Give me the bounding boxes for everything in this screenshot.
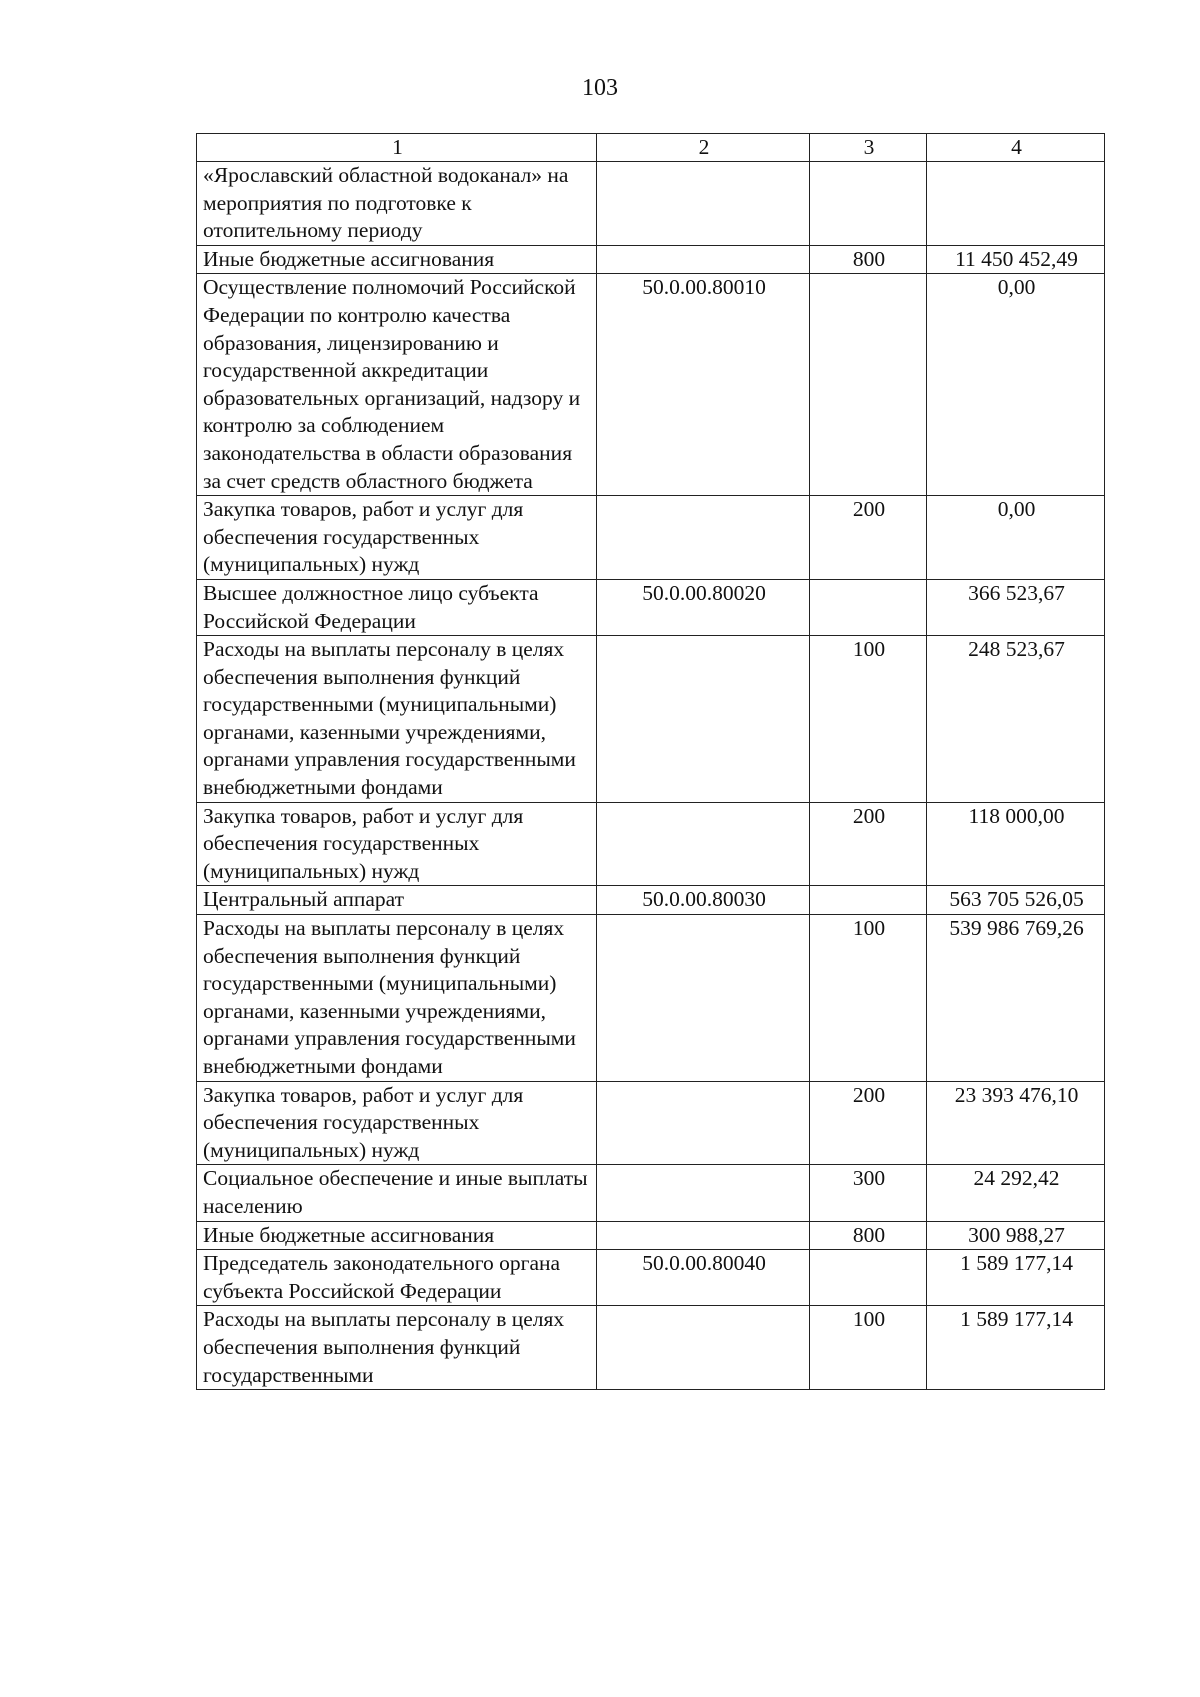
cell-name: Иные бюджетные ассигнования	[197, 1221, 597, 1250]
cell-code: 50.0.00.80040	[597, 1250, 810, 1306]
table-row	[197, 1081, 1105, 1165]
cell-type: 800	[810, 1221, 927, 1250]
cell-code	[597, 1306, 810, 1390]
table-row	[197, 245, 1105, 274]
cell-type: 200	[810, 1081, 927, 1165]
cell-code	[597, 1165, 810, 1221]
cell-name: Высшее должностное лицо субъекта Российской Федерации	[197, 579, 597, 635]
cell-amount: 248 523,67	[927, 636, 1105, 803]
budget-table	[196, 133, 1105, 1390]
cell-type	[810, 162, 927, 246]
cell-type: 200	[810, 802, 927, 886]
cell-name: Председатель законодательного органа субъекта Российской Федерации	[197, 1250, 597, 1306]
table-row	[197, 802, 1105, 886]
column-header-1: 1	[197, 134, 597, 162]
table-row	[197, 915, 1105, 1082]
cell-code: 50.0.00.80030	[597, 886, 810, 915]
table-body	[197, 162, 1105, 1390]
table-row	[197, 496, 1105, 580]
cell-amount: 539 986 769,26	[927, 915, 1105, 1082]
table-row	[197, 274, 1105, 496]
cell-name: Иные бюджетные ассигнования	[197, 245, 597, 274]
cell-code: 50.0.00.80010	[597, 274, 810, 496]
cell-code	[597, 245, 810, 274]
cell-name: Расходы на выплаты персоналу в целях обеспечения выполнения функций государственными	[197, 1306, 597, 1390]
cell-name: Расходы на выплаты персоналу в целях обеспечения выполнения функций государственными (муниципальными) органами, казенными учреждениями, органами управления государственными внебюджетными фондами	[197, 915, 597, 1082]
table-row	[197, 1221, 1105, 1250]
table-row	[197, 886, 1105, 915]
cell-type: 100	[810, 636, 927, 803]
cell-amount: 11 450 452,49	[927, 245, 1105, 274]
cell-amount: 0,00	[927, 496, 1105, 580]
cell-type	[810, 1250, 927, 1306]
table-row	[197, 1165, 1105, 1221]
cell-amount: 0,00	[927, 274, 1105, 496]
table-row	[197, 1250, 1105, 1306]
cell-code	[597, 915, 810, 1082]
header-row	[197, 134, 1105, 162]
cell-type: 800	[810, 245, 927, 274]
cell-name: Социальное обеспечение и иные выплаты населению	[197, 1165, 597, 1221]
cell-name: Осуществление полномочий Российской Федерации по контролю качества образования, лицензированию и государственной аккредитации образовательных организаций, надзору и контролю за соблюдением законодательства в области образования за счет средств областного бюджета	[197, 274, 597, 496]
table-header	[197, 134, 1105, 162]
cell-code: 50.0.00.80020	[597, 579, 810, 635]
cell-type: 200	[810, 496, 927, 580]
cell-code	[597, 1221, 810, 1250]
cell-amount: 300 988,27	[927, 1221, 1105, 1250]
column-header-4: 4	[927, 134, 1105, 162]
cell-type	[810, 579, 927, 635]
cell-type	[810, 274, 927, 496]
cell-code	[597, 636, 810, 803]
table-row	[197, 162, 1105, 246]
page-number: 103	[582, 75, 618, 101]
cell-code	[597, 162, 810, 246]
cell-amount: 1 589 177,14	[927, 1306, 1105, 1390]
cell-name: Закупка товаров, работ и услуг для обеспечения государственных (муниципальных) нужд	[197, 1081, 597, 1165]
column-header-3: 3	[810, 134, 927, 162]
table-row	[197, 636, 1105, 803]
cell-amount: 563 705 526,05	[927, 886, 1105, 915]
table-row	[197, 579, 1105, 635]
cell-name: Центральный аппарат	[197, 886, 597, 915]
cell-type	[810, 886, 927, 915]
cell-type: 300	[810, 1165, 927, 1221]
cell-name: Закупка товаров, работ и услуг для обеспечения государственных (муниципальных) нужд	[197, 802, 597, 886]
cell-name: Расходы на выплаты персоналу в целях обеспечения выполнения функций государственными (муниципальными) органами, казенными учреждениями, органами управления государственными внебюджетными фондами	[197, 636, 597, 803]
cell-name: Закупка товаров, работ и услуг для обеспечения государственных (муниципальных) нужд	[197, 496, 597, 580]
cell-amount: 23 393 476,10	[927, 1081, 1105, 1165]
cell-type: 100	[810, 1306, 927, 1390]
table-row	[197, 1306, 1105, 1390]
cell-name: «Ярославский областной водоканал» на мероприятия по подготовке к отопительному периоду	[197, 162, 597, 246]
cell-amount: 366 523,67	[927, 579, 1105, 635]
column-header-2: 2	[597, 134, 810, 162]
cell-type: 100	[810, 915, 927, 1082]
cell-amount: 1 589 177,14	[927, 1250, 1105, 1306]
cell-code	[597, 496, 810, 580]
cell-amount: 24 292,42	[927, 1165, 1105, 1221]
cell-amount	[927, 162, 1105, 246]
cell-code	[597, 1081, 810, 1165]
cell-amount: 118 000,00	[927, 802, 1105, 886]
cell-code	[597, 802, 810, 886]
